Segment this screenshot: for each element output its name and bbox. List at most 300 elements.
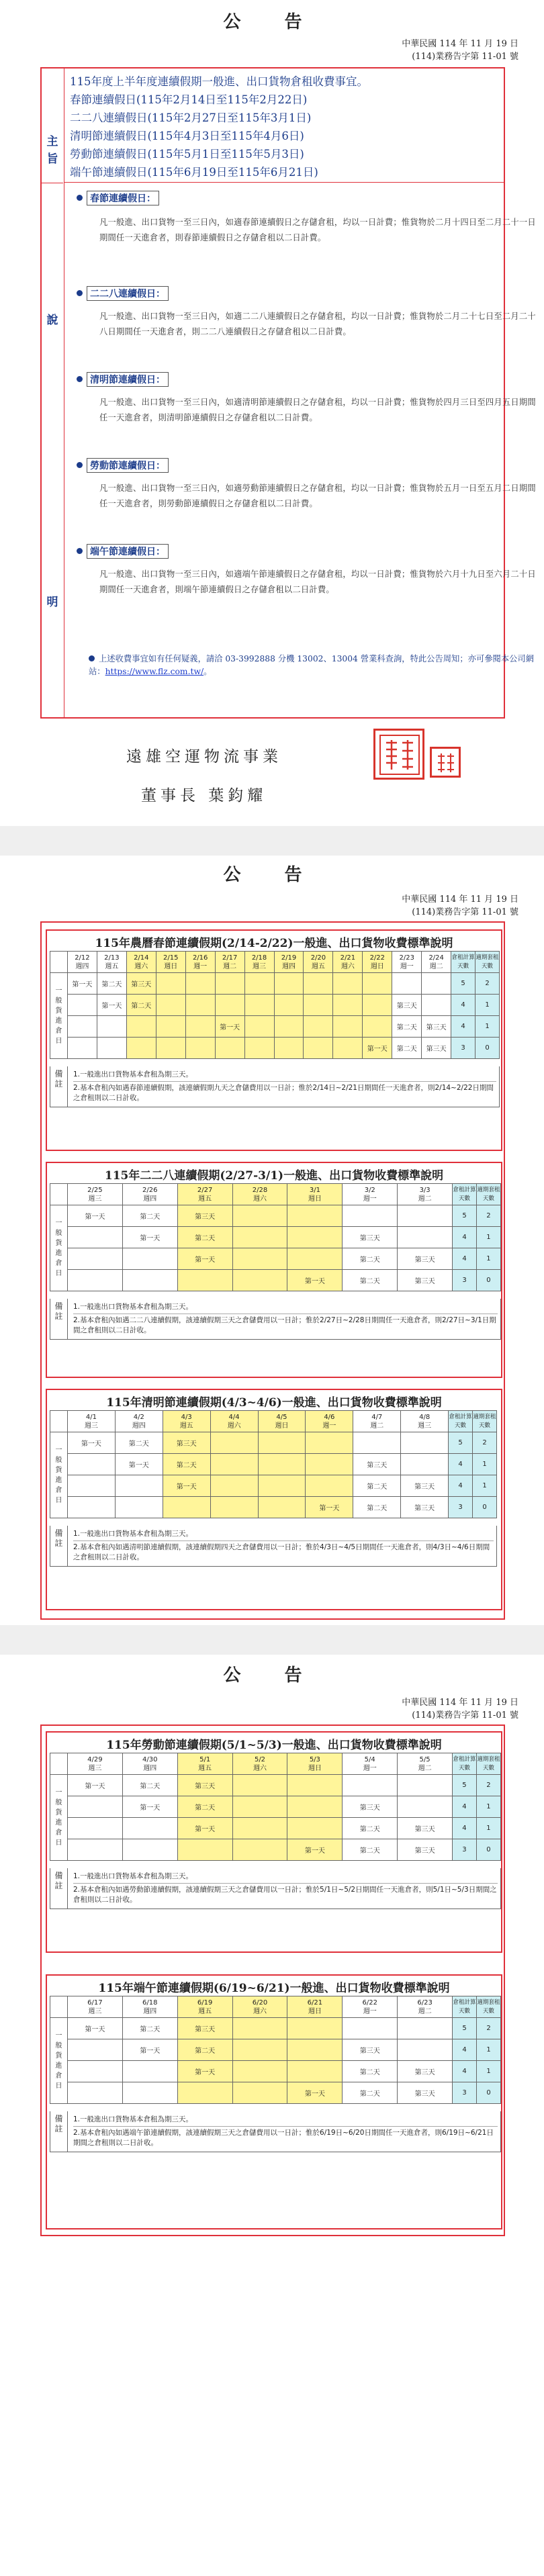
- day-cell: [232, 1248, 287, 1270]
- chairman-seal: [430, 747, 461, 778]
- day-cell: [258, 1475, 306, 1497]
- day-cell: [232, 1796, 287, 1818]
- day-cell: [67, 1038, 97, 1059]
- day-cell: [156, 973, 185, 995]
- date-header: 6/20 週六: [232, 1996, 287, 2018]
- day-cell: [274, 1016, 304, 1038]
- day-cell: [274, 1038, 304, 1059]
- charge-days-value: 4: [449, 1475, 473, 1497]
- day-cell: [258, 1497, 306, 1518]
- holiday-days-value: 2: [473, 1432, 497, 1454]
- day-cell: [210, 1475, 258, 1497]
- date-header: 4/6 週一: [306, 1411, 353, 1432]
- holiday-days-value: 2: [477, 2018, 501, 2039]
- day-cell: [215, 973, 244, 995]
- day-cell: [333, 1016, 363, 1038]
- day-cell: 第二天: [343, 1839, 398, 1861]
- day-cell: [232, 2018, 287, 2039]
- date-header: 6/17 週三: [67, 1996, 122, 2018]
- day-cell: [274, 995, 304, 1016]
- announcement-title: 公 告: [223, 1665, 321, 1686]
- date-header: 2/23 週一: [392, 952, 422, 973]
- charge-days-header: 倉租計算天數: [451, 952, 475, 973]
- section-heading: 勞動節連續假日：: [77, 458, 169, 473]
- annotation-subject-2: 旨: [46, 152, 58, 166]
- charge-days-value: 5: [453, 2018, 477, 2039]
- day-cell: [177, 1839, 232, 1861]
- day-cell: [67, 1227, 122, 1248]
- subject-line: 勞動節連續假日(115年5月1日至115年5月3日): [70, 148, 304, 160]
- day-cell: 第三天: [343, 2039, 398, 2061]
- day-cell: 第三天: [353, 1454, 401, 1475]
- table-row: [50, 1818, 501, 1839]
- day-cell: [287, 1796, 343, 1818]
- company-seal: [373, 729, 424, 780]
- table-row: [50, 1205, 501, 1227]
- date-header: 2/15 週日: [156, 952, 185, 973]
- day-cell: 第二天: [353, 1475, 401, 1497]
- day-cell: 第二天: [392, 1016, 422, 1038]
- day-cell: [210, 1454, 258, 1475]
- date-header: 6/19 週五: [177, 1996, 232, 2018]
- day-cell: [163, 1497, 210, 1518]
- charge-days-value: 4: [453, 2061, 477, 2082]
- table-title: 115年二二八連續假期(2/27-3/1)一般進、出口貨物收費標準說明: [104, 1169, 444, 1183]
- day-cell: [67, 1818, 122, 1839]
- day-cell: [363, 995, 392, 1016]
- charge-days-value: 4: [453, 1248, 477, 1270]
- date-header: 5/3 週日: [287, 1753, 343, 1775]
- day-cell: [185, 995, 215, 1016]
- day-cell: [392, 973, 422, 995]
- charge-days-value: 3: [453, 2082, 477, 2104]
- notes-label: 備 註: [50, 1299, 68, 1339]
- holiday-table-dragonboat: [46, 1974, 502, 2229]
- day-cell: [287, 1248, 343, 1270]
- note-line: 1.一般進出口貨物基本倉租為期三天。: [73, 1870, 498, 1884]
- table-title: 115年清明節連續假期(4/3~4/6)一般進、出口貨物收費標準說明: [106, 1396, 442, 1410]
- day-cell: [210, 1497, 258, 1518]
- date-header: 4/30 週四: [122, 1753, 177, 1775]
- day-cell: [185, 1016, 215, 1038]
- calendar-table: [50, 1753, 501, 1861]
- table-row: [50, 1839, 501, 1861]
- bullet-icon: [77, 548, 83, 554]
- note-line: 1.一般進出口貨物基本倉租為期三天。: [73, 1301, 498, 1314]
- charge-days-value: 4: [453, 1227, 477, 1248]
- holiday-table-qingming: [46, 1389, 502, 1610]
- day-cell: 第一天: [287, 1839, 343, 1861]
- day-cell: 第二天: [343, 1818, 398, 1839]
- page-separator: [0, 1625, 544, 1655]
- day-cell: [343, 1205, 398, 1227]
- day-cell: [97, 1038, 126, 1059]
- day-cell: [67, 1454, 115, 1475]
- day-cell: [215, 1038, 244, 1059]
- day-cell: 第二天: [122, 1205, 177, 1227]
- bullet-icon: [77, 462, 83, 468]
- table-title: 115年勞動節連續假期(5/1~5/3)一般進、出口貨物收費標準說明: [106, 1739, 442, 1752]
- table-row: [50, 1016, 500, 1038]
- day-cell: 第三天: [398, 2082, 453, 2104]
- day-cell: 第三天: [392, 995, 422, 1016]
- day-cell: 第一天: [163, 1475, 210, 1497]
- holiday-days-value: 1: [476, 1796, 500, 1818]
- date-header: 2/27 週五: [177, 1184, 232, 1205]
- day-cell: 第二天: [353, 1497, 401, 1518]
- day-cell: [287, 1227, 343, 1248]
- day-cell: 第三天: [398, 2061, 453, 2082]
- annotation-explain-1: 說: [46, 314, 58, 327]
- day-cell: 第二天: [163, 1454, 210, 1475]
- day-cell: 第一天: [67, 1775, 122, 1796]
- day-cell: 第二天: [177, 1796, 232, 1818]
- date-header: 2/28 週六: [232, 1184, 287, 1205]
- day-cell: [398, 1775, 453, 1796]
- holiday-days-value: 1: [477, 2061, 501, 2082]
- day-cell: [67, 2082, 122, 2104]
- corner-cell: [50, 952, 68, 973]
- date-header: 2/13 週五: [97, 952, 126, 973]
- doc-meta: [402, 1696, 518, 1722]
- section-heading: 春節連續假日：: [77, 191, 159, 205]
- date-header: 2/24 週二: [422, 952, 451, 973]
- table-row: [50, 1454, 497, 1475]
- day-cell: 第二天: [343, 1270, 398, 1291]
- date-header: 6/18 週四: [122, 1996, 177, 2018]
- day-cell: 第二天: [343, 1248, 398, 1270]
- holiday-days-value: 1: [477, 2039, 501, 2061]
- day-cell: 第三天: [163, 1432, 210, 1454]
- day-cell: 第一天: [363, 1038, 392, 1059]
- annotation-subject-1: 主: [46, 135, 58, 148]
- holiday-days-value: 0: [477, 2082, 501, 2104]
- day-cell: 第三天: [343, 1227, 398, 1248]
- day-cell: [232, 1270, 287, 1291]
- day-cell: 第二天: [97, 973, 126, 995]
- doc-date: 中華民國 114 年 11 月 19 日: [402, 894, 518, 905]
- subject-line: 二二八連續假日(115年2月27日至115年3月1日): [70, 111, 312, 124]
- doc-date: 中華民國 114 年 11 月 19 日: [402, 1698, 518, 1708]
- charge-days-value: 4: [451, 1016, 475, 1038]
- day-cell: 第一天: [287, 2082, 343, 2104]
- day-cell: [244, 973, 274, 995]
- date-header: 2/20 週五: [304, 952, 333, 973]
- bullet-icon: [89, 655, 95, 661]
- holiday-days-value: 2: [475, 973, 500, 995]
- day-cell: 第一天: [122, 1796, 177, 1818]
- day-cell: [122, 1839, 177, 1861]
- section-heading: 清明節連續假日：: [77, 372, 169, 387]
- day-cell: [258, 1454, 306, 1475]
- date-header: 2/26 週四: [122, 1184, 177, 1205]
- doc-number: (114)業務告字第 11-01 號: [412, 52, 518, 62]
- subject-line: 清明節連續假日(115年4月3日至115年4月6日): [70, 130, 304, 142]
- table-row: [50, 1038, 500, 1059]
- day-cell: [232, 1205, 287, 1227]
- row-group-label: 一 般 貨 進 倉 日: [50, 2018, 68, 2104]
- charge-days-value: 5: [453, 1775, 477, 1796]
- page-1: [0, 0, 544, 826]
- date-header: 2/21 週六: [333, 952, 363, 973]
- day-cell: 第二天: [343, 2061, 398, 2082]
- annotation-explain-2: 明: [46, 596, 58, 609]
- day-cell: 第三天: [401, 1497, 449, 1518]
- charge-days-value: 4: [449, 1454, 473, 1475]
- day-cell: [343, 2018, 398, 2039]
- corner-cell: [50, 1184, 68, 1205]
- day-cell: 第三天: [422, 1038, 451, 1059]
- seal-icon: [378, 733, 421, 776]
- note-line: 2.基本倉租內如遇勞動節連續假期，該連續假期三天之倉儲費用以一日計；惟於5/1日~5/2日期間任一天進倉者，則5/1日~5/3日期間之倉租則以二日計收。: [73, 1886, 497, 1904]
- table-notes: [50, 1066, 500, 1107]
- note-line: 2.基本倉租內如遇二二八連續假期，該連續假期三天之倉儲費用以一日計；惟於2/27日~2/28日期間任一天進倉者，則2/27日~3/1日期間之倉租則以二日計收。: [73, 1316, 496, 1334]
- day-cell: 第二天: [126, 995, 156, 1016]
- holiday-days-value: 1: [475, 995, 500, 1016]
- charge-days-header: 倉租計算天數: [449, 1411, 473, 1432]
- day-cell: 第二天: [115, 1432, 163, 1454]
- holiday-days-header: 適期套租天數: [476, 1753, 500, 1775]
- notes-label: 備 註: [50, 2111, 68, 2152]
- subject-line: 春節連續假日(115年2月14日至115年2月22日): [70, 93, 308, 106]
- table-notes: [50, 1526, 497, 1567]
- day-cell: [244, 1016, 274, 1038]
- charge-days-value: 4: [453, 1818, 477, 1839]
- date-header: 5/5 週二: [398, 1753, 453, 1775]
- charge-days-value: 4: [453, 1796, 477, 1818]
- day-cell: [306, 1475, 353, 1497]
- day-cell: [232, 2039, 287, 2061]
- day-cell: [122, 1818, 177, 1839]
- section-text: 凡一般進、出口貨物一至三日內，如適勞動節連續假日之存儲倉租，均以一日計費；惟貨物於五月一日至五月二日期間任一天進倉者，則勞動節連續假日之存儲倉租以二日計費。: [99, 484, 536, 508]
- day-cell: 第一天: [67, 2018, 122, 2039]
- day-cell: [115, 1497, 163, 1518]
- calendar-table: [50, 1996, 501, 2104]
- day-cell: [304, 1038, 333, 1059]
- charge-days-header: 倉租計算天數: [453, 1184, 477, 1205]
- day-cell: [67, 1475, 115, 1497]
- table-row: [50, 2039, 501, 2061]
- bullet-icon: [77, 376, 83, 382]
- date-header: 4/3 週五: [163, 1411, 210, 1432]
- table-title: 115年農曆春節連續假期(2/14-2/22)一般進、出口貨物收費標準說明: [95, 937, 453, 950]
- subject-line: 端午節連續假日(115年6月19日至115年6月21日): [70, 166, 318, 179]
- day-cell: [398, 1205, 453, 1227]
- holiday-table-labor: [46, 1731, 502, 1953]
- day-cell: [401, 1432, 449, 1454]
- chairman-name: 董事長 葉鈞耀: [141, 787, 267, 804]
- annotation-column: [42, 68, 64, 717]
- charge-days-header: 倉租計算天數: [453, 1996, 477, 2018]
- seal-icon: [434, 751, 458, 775]
- day-cell: 第一天: [177, 1248, 232, 1270]
- table-row: [50, 1432, 497, 1454]
- day-cell: [363, 973, 392, 995]
- day-cell: 第一天: [67, 1205, 122, 1227]
- day-cell: 第三天: [126, 973, 156, 995]
- table-row: [50, 1227, 501, 1248]
- day-cell: [363, 1016, 392, 1038]
- table-row: [50, 2082, 501, 2104]
- doc-meta: [402, 38, 518, 63]
- day-cell: [232, 1839, 287, 1861]
- day-cell: [126, 1016, 156, 1038]
- day-cell: 第三天: [177, 1205, 232, 1227]
- section-heading: 端午節連續假日：: [77, 544, 169, 559]
- day-cell: 第三天: [343, 1796, 398, 1818]
- charge-days-value: 4: [453, 2039, 477, 2061]
- charge-days-value: 3: [453, 1839, 477, 1861]
- day-cell: 第三天: [422, 1016, 451, 1038]
- day-cell: 第一天: [67, 973, 97, 995]
- section-text: 凡一般進、出口貨物一至三日內，如適清明節連續假日之存儲倉租，均以一日計費；惟貨物於四月三日至四月五日期間任一天進倉者，則清明節連續假日之存儲倉租以二日計費。: [99, 398, 536, 422]
- date-header: 3/1 週日: [287, 1184, 343, 1205]
- section-text: 凡一般進、出口貨物一至三日內，如適二二八連續假日之存儲倉租，均以一日計費；惟貨物於二月二十七日至二月二十八日期間任一天進倉者，則二二八連續假日之存儲倉租以二日計費。: [99, 312, 536, 336]
- day-cell: [304, 973, 333, 995]
- notes-label: 備 註: [50, 1066, 68, 1107]
- date-header: 6/21 週日: [287, 1996, 343, 2018]
- day-cell: 第二天: [177, 1227, 232, 1248]
- day-cell: [287, 1205, 343, 1227]
- holiday-days-value: 0: [476, 1839, 500, 1861]
- day-cell: [185, 973, 215, 995]
- corner-cell: [50, 1411, 68, 1432]
- day-cell: [67, 1497, 115, 1518]
- day-cell: [287, 2061, 343, 2082]
- day-cell: [304, 995, 333, 1016]
- day-cell: [67, 2061, 122, 2082]
- day-cell: [232, 2061, 287, 2082]
- day-cell: [244, 1038, 274, 1059]
- section-heading: 二二八連續假日：: [77, 286, 169, 301]
- website-link[interactable]: https://www.flz.com.tw/: [105, 667, 204, 676]
- day-cell: 第二天: [122, 1775, 177, 1796]
- day-cell: [287, 1775, 343, 1796]
- day-cell: [343, 1775, 398, 1796]
- day-cell: [126, 1038, 156, 1059]
- day-cell: 第一天: [177, 2061, 232, 2082]
- date-header: 4/29 週三: [67, 1753, 122, 1775]
- contact-note: 上述收費事宜如有任何疑義，請洽 03-3992888 分機 13002、13004 營業科查詢，特此公告周知；亦可參閱本公司網站：https://www.flz.com.tw/。: [89, 654, 535, 676]
- date-header: 4/5 週日: [258, 1411, 306, 1432]
- section-text: 凡一般進、出口貨物一至三日內，如適春節連續假日之存儲倉租，均以一日計費；惟貨物於二月十四日至二月二十一日期間任一天進倉者，則春節連續假日之存儲倉租以二日計費。: [99, 218, 536, 242]
- note-line: 1.一般進出口貨物基本倉租為期三天。: [73, 1068, 496, 1082]
- charge-days-value: 3: [451, 1038, 475, 1059]
- date-header: 5/4 週一: [343, 1753, 398, 1775]
- calendar-table: [50, 1183, 501, 1291]
- date-header: 2/14 週六: [126, 952, 156, 973]
- day-cell: [177, 1270, 232, 1291]
- table-row: [50, 1475, 497, 1497]
- date-header: 6/23 週二: [398, 1996, 453, 2018]
- day-cell: 第一天: [122, 2039, 177, 2061]
- date-header: 4/1 週三: [67, 1411, 115, 1432]
- date-header: 4/2 週四: [115, 1411, 163, 1432]
- date-header: 2/25 週三: [67, 1184, 122, 1205]
- day-cell: [215, 995, 244, 1016]
- day-cell: [333, 973, 363, 995]
- date-header: 2/22 週日: [363, 952, 392, 973]
- table-notes: [50, 1868, 501, 1909]
- date-header: 4/4 週六: [210, 1411, 258, 1432]
- day-cell: 第三天: [398, 1270, 453, 1291]
- row-group-label: 一 般 貨 進 倉 日: [50, 1775, 68, 1861]
- day-cell: 第二天: [122, 2018, 177, 2039]
- row-group-label: 一 般 貨 進 倉 日: [50, 973, 68, 1059]
- doc-date: 中華民國 114 年 11 月 19 日: [402, 39, 518, 49]
- table-row: [50, 2018, 501, 2039]
- day-cell: [210, 1432, 258, 1454]
- note-line: 1.一般進出口貨物基本倉租為期三天。: [73, 1528, 494, 1541]
- day-cell: [67, 995, 97, 1016]
- charge-days-value: 3: [453, 1270, 477, 1291]
- day-cell: [67, 1248, 122, 1270]
- day-cell: [97, 1016, 126, 1038]
- day-cell: [177, 2082, 232, 2104]
- holiday-days-value: 2: [476, 1775, 500, 1796]
- row-group-label: 一 般 貨 進 倉 日: [50, 1205, 68, 1291]
- charge-days-value: 5: [451, 973, 475, 995]
- day-cell: 第三天: [177, 2018, 232, 2039]
- day-cell: [398, 1796, 453, 1818]
- row-group-label: 一 般 貨 進 倉 日: [50, 1432, 68, 1518]
- day-cell: [122, 1270, 177, 1291]
- date-header: 3/3 週二: [398, 1184, 453, 1205]
- day-cell: [333, 995, 363, 1016]
- note-line: 2.基本倉租內如遇春節連續假期，該連續假期九天之倉儲費用以一日計；惟於2/14日~2/21日期間任一天進倉者，則2/14~2/22日期間之倉租則以二日計收。: [73, 1084, 494, 1102]
- calendar-table: [50, 1410, 497, 1518]
- company-name: 遠雄空運物流事業: [126, 748, 282, 766]
- date-header: 5/1 週五: [177, 1753, 232, 1775]
- day-cell: [232, 1775, 287, 1796]
- table-row: [50, 1270, 501, 1291]
- holiday-days-header: 適期套租天數: [477, 1996, 501, 2018]
- holiday-table-spring: [46, 929, 502, 1151]
- day-cell: [422, 995, 451, 1016]
- note-line: 2.基本倉租內如遇端午節連續假期，該連續假期三天之倉儲費用以一日計；惟於6/19日~6/20日期間任一天進倉者，則6/19日~6/21日期間之倉租則以二日計收。: [73, 2129, 494, 2147]
- table-row: [50, 1796, 501, 1818]
- day-cell: [401, 1454, 449, 1475]
- date-header: 4/7 週二: [353, 1411, 401, 1432]
- notes-label: 備 註: [50, 1526, 68, 1566]
- holiday-days-value: 0: [475, 1038, 500, 1059]
- date-header: 6/22 週一: [343, 1996, 398, 2018]
- day-cell: 第一天: [122, 1227, 177, 1248]
- doc-number: (114)業務告字第 11-01 號: [412, 1710, 518, 1720]
- charge-days-value: 5: [453, 1205, 477, 1227]
- holiday-days-header: 適期套租天數: [476, 1184, 500, 1205]
- page-3: [0, 1655, 544, 2576]
- holiday-days-value: 2: [476, 1205, 500, 1227]
- day-cell: [67, 1796, 122, 1818]
- day-cell: [67, 2039, 122, 2061]
- day-cell: 第一天: [97, 995, 126, 1016]
- day-cell: [287, 2039, 343, 2061]
- notes-label: 備 註: [50, 1868, 68, 1908]
- holiday-days-value: 1: [476, 1248, 500, 1270]
- day-cell: [306, 1432, 353, 1454]
- section-text: 凡一般進、出口貨物一至三日內，如適端午節連續假日之存儲倉租，均以一日計費；惟貨物於六月十九日至六月二十日期間任一天進倉者，則端午節連續假日之存儲倉租以二日計費。: [99, 569, 536, 594]
- table-notes: [50, 1299, 501, 1340]
- date-header: 2/18 週三: [244, 952, 274, 973]
- holiday-days-header: 適期套租天數: [473, 1411, 497, 1432]
- day-cell: [122, 2082, 177, 2104]
- day-cell: [232, 1227, 287, 1248]
- day-cell: [232, 1818, 287, 1839]
- day-cell: 第三天: [398, 1839, 453, 1861]
- day-cell: 第三天: [398, 1248, 453, 1270]
- day-cell: [232, 2082, 287, 2104]
